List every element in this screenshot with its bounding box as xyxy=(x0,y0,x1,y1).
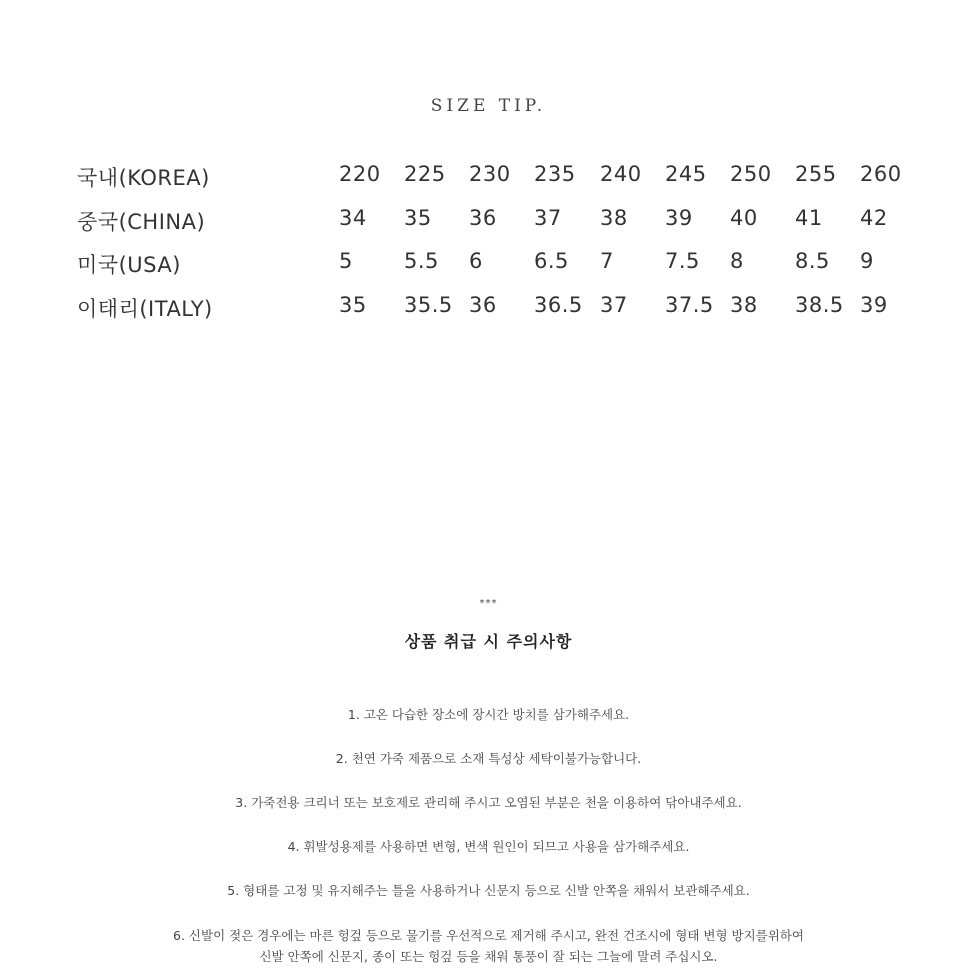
size-cell: 6 xyxy=(469,249,483,273)
size-cell: 260 xyxy=(860,162,902,186)
size-cell: 235 xyxy=(534,162,576,186)
size-cell: 7.5 xyxy=(665,249,700,273)
size-cell: 35.5 xyxy=(404,292,453,317)
size-cell: 255 xyxy=(795,162,837,186)
size-cell: 38.5 xyxy=(795,292,844,317)
size-cell: 7 xyxy=(600,249,614,273)
size-cell: 41 xyxy=(795,205,823,230)
size-cell: 36.5 xyxy=(534,292,583,317)
care-note-6-line-2: 신발 안쪽에 신문지, 종이 또는 헝겊 등을 채워 통풍이 잘 되는 그늘에 말려 주십시오. xyxy=(259,949,718,964)
care-notes xyxy=(0,705,977,967)
size-cell: 37.5 xyxy=(665,292,714,317)
size-cell: 38 xyxy=(730,292,758,317)
row-label: 국내(KOREA) xyxy=(77,166,210,190)
size-cell: 42 xyxy=(860,205,888,230)
size-cell: 34 xyxy=(339,205,367,230)
care-note: 3. 가죽전용 크리너 또는 보호제로 관리해 주시고 오염된 부분은 천을 이용하여 닦아내주세요. xyxy=(235,795,742,810)
size-cell: 38 xyxy=(600,205,628,230)
size-cell: 8 xyxy=(730,249,744,273)
size-cell: 8.5 xyxy=(795,249,830,273)
size-cell: 35 xyxy=(339,292,367,317)
size-cell: 37 xyxy=(534,205,562,230)
section-divider-stars: *** xyxy=(479,598,498,609)
size-cell: 250 xyxy=(730,162,772,186)
care-note: 5. 형태를 고정 및 유지해주는 틀을 사용하거나 신문지 등으로 신발 안쪽을 채워서 보관해주세요. xyxy=(227,883,750,898)
care-note-6-line-1: 6. 신발이 젖은 경우에는 마른 헝겊 등으로 물기를 우선적으로 제거해 주시고, 완전 건조시에 형태 변형 방지를위하여 xyxy=(173,928,804,943)
size-cell: 240 xyxy=(600,162,642,186)
size-tip-title: SIZE TIP. xyxy=(430,96,547,116)
size-cell: 5 xyxy=(339,249,353,273)
size-cell: 36 xyxy=(469,205,497,230)
row-label: 미국(USA) xyxy=(77,253,181,277)
care-note: 4. 휘발성용제를 사용하면 변형, 변색 원인이 되므고 사용을 삼가해주세요. xyxy=(287,839,690,854)
size-cell: 230 xyxy=(469,162,511,186)
size-cell: 39 xyxy=(665,205,693,230)
size-cell: 39 xyxy=(860,292,888,317)
row-label: 중국(CHINA) xyxy=(77,209,206,234)
care-note-6 xyxy=(0,925,977,967)
size-cell: 36 xyxy=(469,292,497,317)
size-cell: 245 xyxy=(665,162,707,186)
size-cell: 40 xyxy=(730,205,758,230)
row-label: 이태리(ITALY) xyxy=(77,296,213,321)
size-cell: 35 xyxy=(404,205,432,230)
size-cell: 220 xyxy=(339,162,381,186)
care-note: 2. 천연 가죽 제품으로 소재 특성상 세탁이불가능합니다. xyxy=(335,751,642,766)
size-cell: 37 xyxy=(600,292,628,317)
care-title: 상품 취급 시 주의사항 xyxy=(404,632,573,651)
size-cell: 9 xyxy=(860,249,874,273)
size-cell: 6.5 xyxy=(534,249,569,273)
size-cell: 5.5 xyxy=(404,249,439,273)
care-note: 1. 고온 다습한 장소에 장시간 방치를 삼가해주세요. xyxy=(347,707,630,722)
size-cell: 225 xyxy=(404,162,446,186)
